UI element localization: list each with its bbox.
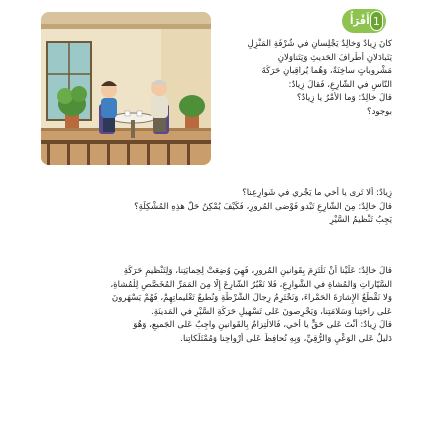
balcony-illustration [41,12,211,165]
intro-line: بوجود؟ [367,106,392,117]
intro-line: النّاسِ في الشّارِعِ، فَقالَ زِيادٌ: [288,79,392,90]
dialogue-line: زِيادٌ: أَلا تَرى يا أَخي ما يَجْري في شَوارِعِنا؟ [242,188,392,198]
intro-text [214,38,392,120]
badge-number: 1 [370,11,383,31]
paragraph-line: السَّيّاراتِ وَالمُشاةِ في الشَّوارِعِ، فَلا نَعْبُرُ الشّارِعَ إِلّا مِنَ المَمَرِّ المُخَصَّصِ لِلْمُشاةِ، [110,279,392,290]
two-men-on-balcony-illustration [41,12,211,165]
dialogue-line: قالَ خالِدٌ: مِنَ الشّارِعِ تَبْدو فَوْضى المُرورِ، فَكَيْفَ يُمْكِنُ حَلُّ هذِهِ المُشْكِلَةِ؟ [134,201,392,212]
badge-label: أَقْرَأُ [350,15,370,27]
intro-line: يَتَبادَلانِ أَطْرافَ الحَديثِ وَيَتَناوَلانِ [277,52,392,63]
paragraph-text [40,265,392,347]
intro-line: قالَ خالِدٌ: وَما الأَمْرُ يا زِيادُ؟ [296,93,392,104]
paragraph-line: عَلى راحَتِنا وَسَلامَتِنا، وَيَحْرِصونَ عَلى تَسْهيلِ حَرَكَةِ السَّيْرِ في المَدينَةِ. [150,306,392,317]
paragraph-line: قالَ خالِدٌ: عَلَيْنا أَنْ نَلْتَزِمَ بِقَوانينِ المُرورِ، فَهِيَ وُضِعَتْ لِحِمايَتِنا، وَلِتَنْظيمِ حَرَكَةِ [123,266,392,276]
paragraph-line: وَلا نَقْطَعُ الإِشارَةَ الحَمْراءَ، وَنَحْتَرِمُ رِجالَ الشُّرْطَةِ وَنُطيعُ تَعْليماتِهِمْ، فَهُمْ يَسْهَرونَ [111,293,392,304]
intro-line: كانَ زِيادٌ وَخالِدٌ يَجْلِسانِ في شُرْفَةِ المَنْزِلِ [247,39,392,49]
intro-line: مَشْروباتٍ ساخِنَةً، وَهُما يُراقِبانِ حَرَكَةَ [261,66,392,77]
reading-badge [342,9,386,33]
paragraph-line: دَليلٌ عَلى الوَعْيِ وَالرُّقِيِّ، وَبِهِ نُحافِظُ عَلى أَرْواحِنا وَمُمْتَلَكاتِنا. [180,333,392,344]
dialogue-line: يَجِبُ تَنْظيمُ السَّيْرِ [329,215,392,226]
dialogue-text [40,187,392,228]
paragraph-line: قالَ زِيادٌ: أَنْتَ عَلى حَقٍّ يا أَخي، فَالالْتِزامُ بِالقَوانينِ واجِبٌ عَلى الجَميعِ، وَهُوَ [133,320,392,331]
